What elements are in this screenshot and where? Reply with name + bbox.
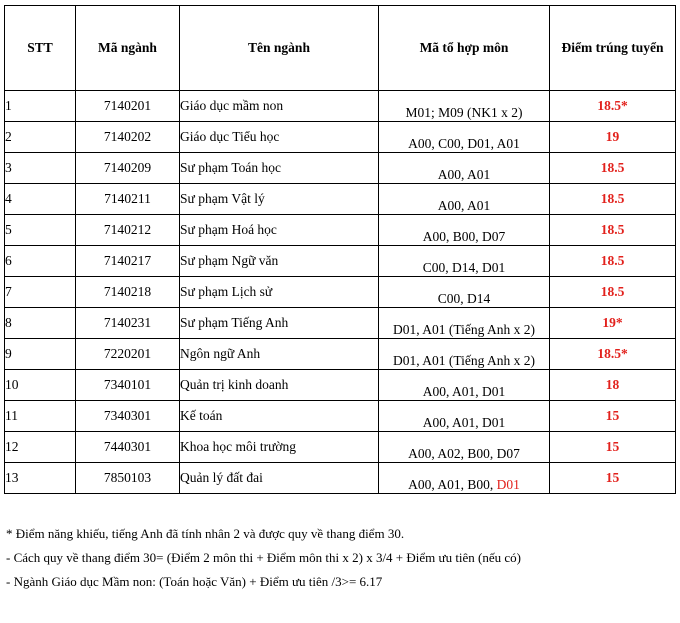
table-row	[5, 432, 676, 463]
table-row	[5, 339, 676, 370]
row-name: Sư phạm Ngữ văn	[180, 246, 379, 277]
table-body	[5, 91, 676, 494]
row-score: 18.5	[550, 153, 676, 184]
row-score: 18.5	[550, 215, 676, 246]
row-stt: 1	[5, 91, 76, 122]
row-combo: M01; M09 (NK1 x 2)	[379, 91, 550, 122]
row-combo: A00, A01, D01	[379, 401, 550, 432]
row-name: Sư phạm Toán học	[180, 153, 379, 184]
row-combo: D01, A01 (Tiếng Anh x 2)	[379, 308, 550, 339]
row-stt: 13	[5, 463, 76, 494]
row-name: Sư phạm Vật lý	[180, 184, 379, 215]
footnote-line: - Cách quy về thang điểm 30= (Điểm 2 môn thi + Điểm môn thi x 2) x 3/4 + Điểm ưu tiên (nếu có)	[6, 550, 522, 565]
row-combo-main: A00, A01, B00,	[408, 477, 497, 493]
row-name: Kế toán	[180, 401, 379, 432]
row-score: 19*	[550, 308, 676, 339]
row-combo-highlight: D01	[496, 477, 520, 493]
row-code: 7140218	[76, 277, 180, 308]
header-code: Mã ngành	[76, 6, 180, 91]
row-combo: A00, A01	[379, 184, 550, 215]
table-row	[5, 277, 676, 308]
row-name: Sư phạm Lịch sử	[180, 277, 379, 308]
row-score: 18.5*	[550, 91, 676, 122]
row-name: Giáo dục Tiểu học	[180, 122, 379, 153]
table-row	[5, 246, 676, 277]
table-header-row	[5, 6, 676, 91]
row-score: 18.5	[550, 246, 676, 277]
header-name: Tên ngành	[180, 6, 379, 91]
row-score: 15	[550, 463, 676, 494]
row-code: 7140202	[76, 122, 180, 153]
table-row	[5, 463, 676, 494]
table-row	[5, 184, 676, 215]
row-code: 7140217	[76, 246, 180, 277]
row-stt: 10	[5, 370, 76, 401]
row-stt: 9	[5, 339, 76, 370]
row-stt: 3	[5, 153, 76, 184]
row-code: 7440301	[76, 432, 180, 463]
row-name: Sư phạm Tiếng Anh	[180, 308, 379, 339]
table-row	[5, 153, 676, 184]
row-name: Khoa học môi trường	[180, 432, 379, 463]
row-stt: 11	[5, 401, 76, 432]
table-row	[5, 91, 676, 122]
row-name: Quản trị kinh doanh	[180, 370, 379, 401]
row-code: 7220201	[76, 339, 180, 370]
row-score: 18.5*	[550, 339, 676, 370]
row-name: Sư phạm Hoá học	[180, 215, 379, 246]
row-stt: 5	[5, 215, 76, 246]
row-code: 7140201	[76, 91, 180, 122]
header-stt: STT	[5, 6, 76, 91]
row-code: 7140209	[76, 153, 180, 184]
row-combo: A00, C00, D01, A01	[379, 122, 550, 153]
row-code: 7140211	[76, 184, 180, 215]
row-code: 7340101	[76, 370, 180, 401]
table-row	[5, 122, 676, 153]
table-row	[5, 215, 676, 246]
row-score: 18.5	[550, 277, 676, 308]
row-code: 7850103	[76, 463, 180, 494]
row-score: 15	[550, 432, 676, 463]
row-score: 19	[550, 122, 676, 153]
row-stt: 12	[5, 432, 76, 463]
admission-score-table	[4, 5, 676, 494]
row-score: 15	[550, 401, 676, 432]
row-name: Giáo dục mầm non	[180, 91, 379, 122]
row-name: Quản lý đất đai	[180, 463, 379, 494]
row-combo: C00, D14	[379, 277, 550, 308]
row-code: 7340301	[76, 401, 180, 432]
row-combo: A00, B00, D07	[379, 215, 550, 246]
row-stt: 8	[5, 308, 76, 339]
row-code: 7140231	[76, 308, 180, 339]
row-combo: A00, A02, B00, D07	[379, 432, 550, 463]
header-combo: Mã tổ hợp môn	[379, 6, 550, 91]
row-stt: 4	[5, 184, 76, 215]
row-score: 18	[550, 370, 676, 401]
row-stt: 6	[5, 246, 76, 277]
row-stt: 7	[5, 277, 76, 308]
row-combo: A00, A01	[379, 153, 550, 184]
footnotes	[6, 522, 676, 594]
footnote-line: - Ngành Giáo dục Mầm non: (Toán hoặc Văn) + Điểm ưu tiên /3>= 6.17	[6, 574, 383, 589]
table-row	[5, 370, 676, 401]
row-name: Ngôn ngữ Anh	[180, 339, 379, 370]
table-row	[5, 308, 676, 339]
table-row	[5, 401, 676, 432]
row-combo: D01, A01 (Tiếng Anh x 2)	[379, 339, 550, 370]
header-score: Điểm trúng tuyển	[550, 6, 676, 91]
row-combo: A00, A01, D01	[379, 370, 550, 401]
row-stt: 2	[5, 122, 76, 153]
row-score: 18.5	[550, 184, 676, 215]
row-combo: C00, D14, D01	[379, 246, 550, 277]
row-code: 7140212	[76, 215, 180, 246]
footnote-line: * Điểm năng khiếu, tiếng Anh đã tính nhân 2 và được quy về thang điểm 30.	[6, 526, 405, 541]
row-combo	[379, 463, 550, 494]
